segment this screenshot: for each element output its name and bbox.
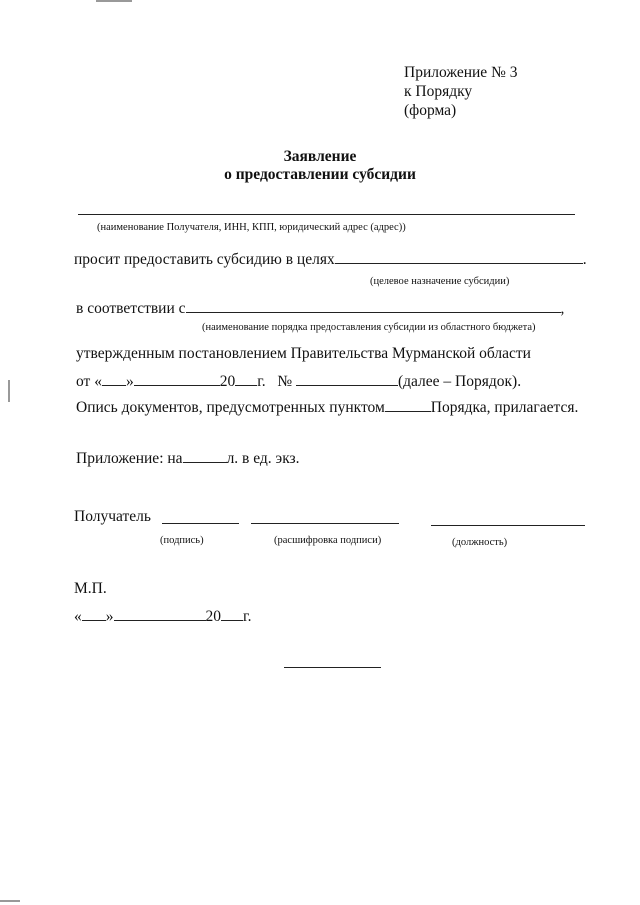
closing-separator: [284, 667, 381, 668]
final-date-month-field[interactable]: [114, 606, 206, 621]
attachment-sheets-field[interactable]: [183, 448, 227, 463]
recipient-underline: [78, 214, 575, 215]
signature-label: Получатель: [74, 508, 151, 525]
signature-caption-decode: (расшифровка подписи): [274, 535, 382, 546]
final-date-day-field[interactable]: [82, 606, 106, 621]
date-from: от «: [76, 373, 102, 390]
date-row: [76, 371, 521, 391]
title-line-1: Заявление: [283, 148, 357, 165]
inventory-tail: Порядка, прилагается.: [430, 399, 579, 416]
final-date-suffix: г.: [243, 608, 252, 625]
signature-caption-sign: (подпись): [160, 535, 204, 546]
purpose-end: .: [582, 251, 587, 268]
inventory-row: [76, 397, 578, 417]
purpose-text: просит предоставить субсидию в целях: [74, 251, 335, 268]
date-row-tail: (далее – Порядок).: [397, 373, 522, 390]
signature-sign-line[interactable]: [162, 523, 239, 524]
final-date-year: 20: [205, 608, 221, 625]
attachment-row: [76, 448, 300, 468]
appendix-line-3: (форма): [404, 102, 457, 119]
inventory-clause-field[interactable]: [385, 397, 431, 412]
recipient-caption: (наименование Получателя, ИНН, КПП, юридический адрес (адрес)): [97, 222, 406, 233]
final-date-close: »: [105, 608, 114, 625]
scan-mark-bottom: [0, 900, 20, 902]
stamp-label: М.П.: [74, 580, 107, 597]
purpose-field[interactable]: [335, 249, 583, 264]
purpose-row: [74, 249, 587, 269]
date-month-field[interactable]: [134, 371, 220, 386]
title-line-2: о предоставлении субсидии: [224, 166, 416, 183]
date-year-suffix: г.: [257, 373, 266, 390]
scan-mark-left: [8, 380, 10, 402]
date-quote-close: »: [125, 373, 134, 390]
accordance-caption: (наименование порядка предоставления субсидии из областного бюджета): [202, 322, 536, 333]
date-year-field[interactable]: [235, 371, 257, 386]
signature-decode-line[interactable]: [251, 523, 399, 524]
final-date-row: [74, 606, 251, 626]
signature-caption-position: (должность): [452, 537, 508, 548]
date-year: 20: [219, 373, 236, 390]
appendix-line-1: Приложение № 3: [404, 64, 518, 81]
number-sign: №: [277, 373, 293, 390]
approved-text: утвержденным постановлением Правительства Мурманской области: [76, 345, 531, 362]
date-day-field[interactable]: [102, 371, 126, 386]
purpose-caption: (целевое назначение субсидии): [370, 276, 510, 287]
inventory-text: Опись документов, предусмотренных пунктом: [76, 399, 385, 416]
number-field[interactable]: [296, 371, 398, 386]
final-date-open: «: [74, 608, 82, 625]
final-date-year-field[interactable]: [221, 606, 243, 621]
appendix-line-2: к Порядку: [404, 83, 473, 100]
attachment-tail: л. в ед. экз.: [226, 450, 300, 467]
attachment-text: Приложение: на: [76, 450, 183, 467]
scan-mark-top: [96, 0, 132, 2]
signature-position-line[interactable]: [431, 525, 585, 526]
accordance-row: [76, 298, 564, 318]
accordance-end: ,: [560, 300, 565, 317]
accordance-text: в соответствии с: [76, 300, 186, 317]
accordance-field[interactable]: [186, 298, 561, 313]
